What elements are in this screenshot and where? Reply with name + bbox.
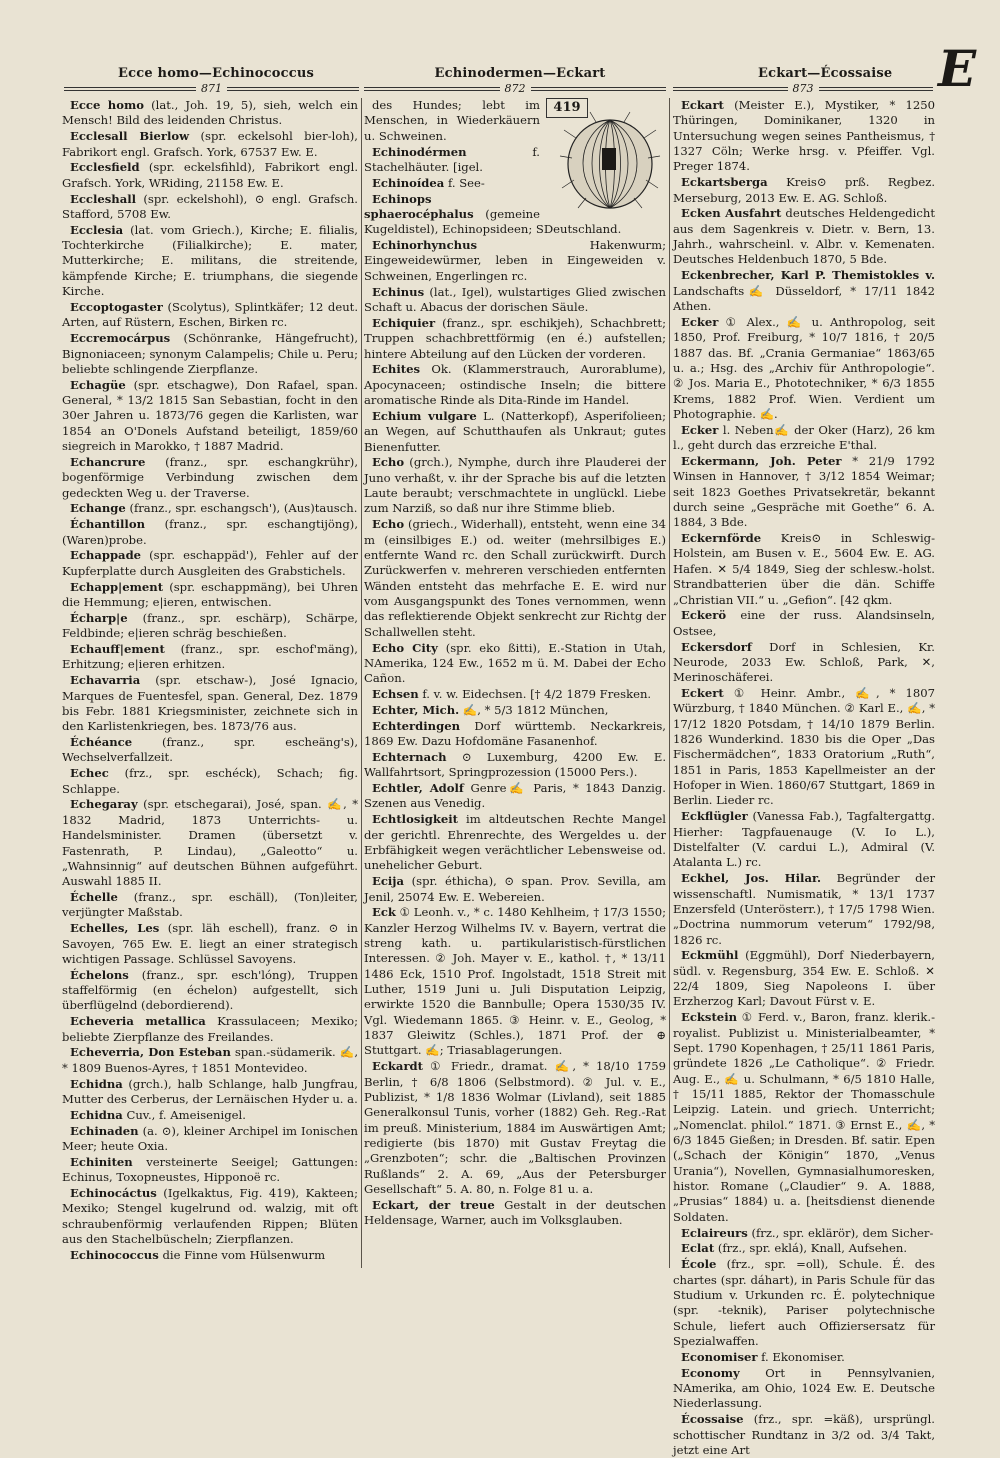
entry-headword: Eckersdorf bbox=[681, 639, 752, 654]
entry-text: (frz., spr. eklärör), dem Sicher- bbox=[751, 1225, 934, 1240]
entry-headword: Eccremocárpus bbox=[70, 331, 171, 346]
entry-text: Begründer der wissenschaftl. Numismatik, * 13/1 1737 Enzersfeld (Unterösterr.), † 17/5 1798 Wien. „Doctrina nummorum veterum“ 1792/98, 1826 rc. bbox=[673, 871, 936, 947]
entry-headword: Ecce homo bbox=[70, 98, 144, 112]
entry-text: Ort in Pennsylvanien, NAmerika, am Ohio, 1024 Ew. E. Deutsche Niederlassung. bbox=[673, 1365, 936, 1411]
entry-text: (franz., spr. eschangsch'), (Aus)tausch. bbox=[129, 501, 358, 516]
entry-text: (griech., Widerhall), entsteht, wenn eine 34 m (einsilbiges E.) od. weiter (mehrsilbiges E.) entfernte Wand rc. den Schall zurückwirft. Durch Zurückwerfen v. mehreren verschieden entfernten Wänden entsteht das mehrfache E. E. wird nur vom Ausgangspunkt des Tones vernommen, wenn das reflektierende Objekt senkrecht zur Richtg der Schallwellen steht. bbox=[364, 517, 667, 639]
entry-headword: Eccoptogaster bbox=[70, 299, 163, 314]
dictionary-entry bbox=[364, 812, 666, 873]
dictionary-entry bbox=[62, 890, 358, 921]
entry-text: (spr. etschagwe), Don Rafael, span. General, * 13/2 1815 San Sebastian, focht in den 30er Jahren u. 1873/76 gegen die Karlisten, war 1854 an O'Donels Aufstand beteiligt, 1859/60 siegreich in Marokko, † 1887 Madrid. bbox=[62, 377, 359, 454]
dictionary-entry bbox=[673, 175, 935, 206]
dictionary-entry bbox=[673, 454, 935, 531]
entry-headword: Échéance bbox=[70, 735, 133, 750]
entry-headword: Écossaise bbox=[681, 1412, 744, 1427]
entry-text: (spr. eckelsohl bier-loh), Fabrikort engl. Grafsch. York, 67537 Ew. E. bbox=[62, 129, 358, 159]
entry-text: Cuv., f. Ameisenigel. bbox=[126, 1107, 246, 1122]
entry-text: ① Ferd. v., Baron, franz. klerik.-royalist. Publizist u. Ministerialbeamter, * Sept. 1790 Kopenhagen, † 25/11 1861 Paris, gründete 1826 „Le Catholique“. ② Friedr. Aug. E., ✍ u. Schulmann, * 6/5 1810 Halle, † 15/11 1885, Rektor der Thomasschule Leipzig. Latein. und griech. Unterricht; „Nomenclat. philol.“ 1871. ③ Ernst E., ✍, * 6/3 1845 Gießen; in Dresden. Bf. satir. Epen („Schach der Königin“ 1870, „Venus Urania“), Novellen, Gymnasialhumoresken, histor. Romane („Claudier“ 9. A. 1888, „Prusias“ 1884) u. a. [heitsdienst dienende Soldaten. bbox=[673, 1010, 935, 1224]
entry-text: (spr. etschegarai), José, span. ✍, * 1832 Madrid, 1873 Unterrichts- u. Handelsminister. Dramen (übersetzt v. Fastenrath, P. Lindau), „Galeotto“ u. „Wahnsinnig“ auf deutschen Bühnen aufgeführt. Auswahl 1885 II. bbox=[62, 797, 359, 889]
entry-headword: Echauff|ement bbox=[70, 642, 165, 657]
entry-headword: Ecclesfield bbox=[70, 160, 140, 175]
dictionary-entry bbox=[62, 300, 358, 331]
entry-headword: Eclat bbox=[681, 1241, 715, 1256]
entry-headword: Eckermann, Joh. Peter bbox=[681, 453, 842, 468]
entry-headword: Échelons bbox=[70, 967, 129, 982]
figure-echinocactus bbox=[546, 98, 666, 216]
entry-text: Dorf in Schlesien, Kr. Neurode, 2033 Ew. Schloß, Park, ✕, Merinoschäferei. bbox=[673, 639, 935, 685]
entry-text: im altdeutschen Rechte Mangel der gerichtl. Ehrenrechte, des Wergeldes u. der Erbfähigkeit wegen verächtlicher Lebensweise od. unehelicher Geburt. bbox=[364, 812, 667, 873]
entry-headword: Echappade bbox=[70, 548, 142, 563]
entry-text: (Scolytus), Splintkäfer; 12 deut. Arten, auf Rüstern, Eschen, Birken rc. bbox=[62, 299, 359, 330]
entry-headword: Eckhel, Jos. Hilar. bbox=[681, 871, 822, 886]
entry-headword: Ecija bbox=[372, 874, 405, 889]
entry-text: (frz., spr. eklá), Knall, Aufsehen. bbox=[717, 1241, 908, 1256]
dictionary-entry bbox=[62, 98, 358, 129]
entry-headword: Echtlosigkeit bbox=[372, 812, 459, 827]
entry-text: Kreis⊙ prß. Regbez. Merseburg, 2013 Ew. E. AG. Schloß. bbox=[673, 175, 936, 205]
entry-headword: Ecker bbox=[681, 422, 719, 437]
dictionary-entry bbox=[673, 686, 935, 809]
dictionary-entry bbox=[62, 1124, 358, 1155]
dictionary-entry bbox=[62, 331, 358, 377]
entry-headword: Eckart bbox=[681, 98, 724, 112]
entry-headword: École bbox=[681, 1257, 717, 1272]
section-letter: E bbox=[938, 39, 977, 98]
entry-text: Hakenwurm; Eingeweidewürmer, leben in Eingeweiden v. Schweinen, Engerlingen rc. bbox=[364, 238, 666, 283]
dictionary-entry bbox=[62, 548, 358, 579]
entry-headword: Echelles, Les bbox=[70, 921, 160, 936]
entry-headword: Echinorhynchus bbox=[372, 238, 478, 253]
entry-text: (gemeine Kugeldistel), Echinopsideen; SDeutschland. bbox=[364, 206, 622, 237]
entry-headword: Eckerö bbox=[681, 608, 727, 623]
entry-headword: Echinococcus bbox=[70, 1247, 159, 1262]
entry-headword: Echidna bbox=[70, 1076, 123, 1091]
column-rule bbox=[361, 98, 362, 1268]
entry-headword: Echinaden bbox=[70, 1123, 139, 1138]
entry-text: L. (Natterkopf), Asperifolieen; an Wegen, auf Schutthaufen als Unkraut; gutes Bienenfutter. bbox=[364, 408, 667, 454]
entry-headword: Echeveria metallica bbox=[70, 1014, 206, 1029]
dictionary-entry bbox=[62, 517, 358, 548]
entry-headword: Eckstein bbox=[681, 1010, 738, 1025]
dictionary-entry bbox=[673, 315, 935, 422]
dictionary-entry bbox=[62, 223, 358, 300]
dictionary-entry bbox=[364, 362, 666, 408]
entry-text: f. Ekonomiser. bbox=[761, 1349, 845, 1364]
dictionary-entry bbox=[62, 921, 358, 967]
entry-text: Kreis⊙ in Schleswig-Holstein, am Busen v. E., 5604 Ew. E. AG. Hafen. ✕ 5/4 1849, Sieg der schlesw.-holst. Strandbatterien über die dän. Schiffe „Christian VII.“ u. „Gefion“. [42 qkm. bbox=[673, 531, 936, 607]
dictionary-entry bbox=[62, 611, 358, 642]
dictionary-entry bbox=[673, 98, 935, 175]
dictionary-entry bbox=[62, 1077, 358, 1108]
entry-text: (grch.), Nymphe, durch ihre Plauderei der Juno verhaßt, v. ihr der Sprache bis auf die letzten Laute beraubt; verschmachtete in unglückl. Liebe zum Narziß, so daß nur ihre Stimme blieb. bbox=[364, 455, 666, 516]
page-number-text: 873 bbox=[788, 82, 819, 95]
entry-headword: Ecken Ausfahrt bbox=[681, 206, 782, 221]
entry-text: (franz., spr. eschangkrühr), bogenförmige Verbindung zwischen dem gedeckten Weg u. der Traverse. bbox=[62, 454, 359, 500]
dictionary-entry bbox=[673, 423, 935, 454]
entry-text: Ok. (Klammerstrauch, Aurorablume), Apocynaceen; ostindische Inseln; die bittere aromatische Rinde als Dita-Rinde im Handel. bbox=[364, 362, 666, 408]
entry-text: (spr. etschaw-), José Ignacio, Marques de Fuentesfel, span. General, Dez. 1879 bis Febr. 1881 Kriegsminister, zeichnete sich in den Karlistenkriegen, bes. 1873/76 aus. bbox=[62, 673, 359, 734]
entry-text: (Igelkaktus, Fig. 419), Kakteen; Mexiko; Stengel kugelrund od. walzig, mit oft schraubenförmig verlaufenden Rippen; Blüten aus den Stachelbüscheln; Zierpflanzen. bbox=[62, 1186, 358, 1247]
entry-headword: Echtler, Adolf bbox=[372, 781, 464, 796]
entry-text: Landschafts✍ Düsseldorf, * 17/11 1842 Athen. bbox=[673, 283, 935, 313]
entry-headword: Echiquier bbox=[372, 315, 436, 330]
dictionary-entry bbox=[673, 1350, 935, 1365]
entry-text: (spr. eckelsfihld), Fabrikort engl. Grafsch. York, WRiding, 21158 Ew. E. bbox=[62, 160, 358, 190]
running-head-right: Eckart—Écossaise bbox=[758, 66, 893, 81]
entry-headword: Economy bbox=[681, 1365, 740, 1380]
dictionary-entry bbox=[62, 160, 358, 191]
entry-headword: Echec bbox=[70, 766, 109, 781]
entry-headword: Ecker bbox=[681, 314, 719, 329]
dictionary-entry bbox=[62, 968, 358, 1014]
entry-text: (Vanessa Fab.), Tagfaltergattg. Hierher: Tagpfauenauge (V. Io L.), Distelfalter (V. cardui L.), Admiral (V. Atalanta L.) rc. bbox=[673, 809, 936, 870]
entry-text: (franz., spr. eschikjeh), Schachbrett; Truppen schachbrettförmig (en é.) aufstellen; hintere Abteilung auf den Lücken der vorderen. bbox=[364, 315, 666, 361]
entry-headword: Eckartsberga bbox=[681, 175, 768, 190]
entry-headword: Echavarria bbox=[70, 673, 141, 688]
dictionary-entry bbox=[673, 1412, 935, 1458]
entry-text: (franz., spr. eschäll), (Ton)leiter, verjüngter Maßstab. bbox=[62, 890, 358, 920]
entry-text: deutsches Heldengedicht aus dem Sagenkreis v. Dietr. v. Bern, 13. Jahrh., wahrscheinl. v. Albr. v. Kemenaten. Deutsches Heldenbuch 1870, 5 Bde. bbox=[673, 206, 935, 267]
running-head-left: Ecce homo—Echinococcus bbox=[118, 66, 315, 81]
entry-text: l. Neben✍ der Oker (Harz), 26 km l., geht durch das erzreiche E'thal. bbox=[673, 422, 935, 453]
entry-headword: Echo City bbox=[372, 640, 438, 655]
page-number-text: 872 bbox=[500, 82, 531, 95]
column-middle bbox=[364, 98, 666, 1273]
dictionary-entry bbox=[673, 871, 935, 948]
entry-headword: Eccleshall bbox=[70, 191, 137, 206]
dictionary-entry bbox=[364, 641, 666, 687]
entry-text: eine der russ. Alandsinseln, Ostsee, bbox=[673, 608, 935, 638]
dictionary-entry bbox=[62, 501, 358, 516]
dictionary-entry bbox=[62, 378, 358, 455]
entry-text: (a. ⊙), kleiner Archipel im Ionischen Meer; heute Oxia. bbox=[62, 1123, 359, 1154]
entry-text: f. See- bbox=[447, 175, 485, 190]
entry-text: Dorf württemb. Neckarkreis, 1869 Ew. Dazu Hofdomäne Fasanenhof. bbox=[364, 718, 666, 749]
entry-text: * 21/9 1792 Winsen in Hannover, † 3/12 1854 Weimar; seit 1823 Goethes Privatsekretär, bekannt durch seine „Gespräche mit Goethe“ 6. A. 1884, 3 Bde. bbox=[673, 453, 936, 530]
entry-text: (franz., spr. esch'lóng), Truppen staffelförmig (en échelon) aufgestellt, sich überflügelnd (debordierend). bbox=[62, 967, 358, 1013]
entry-headword: Echange bbox=[70, 501, 126, 516]
entry-text: (spr. eckelshohl), ⊙ engl. Grafsch. Stafford, 5708 Ew. bbox=[62, 191, 358, 221]
dictionary-entry bbox=[364, 409, 666, 455]
entry-text: (frz., spr. =oll), Schule. É. des chartes (spr. dáhart), in Paris Schule für das Studium v. Urkunden rc. É. polytechnique (spr. -teknik), Pariser polytechnische Schule, liefert auch Offiziersersatz für Spezialwaffen. bbox=[673, 1257, 935, 1348]
entry-text: (franz., spr. eschof'mäng), Erhitzung; e|ieren erhitzen. bbox=[62, 642, 358, 672]
dictionary-entry bbox=[62, 797, 358, 889]
page-number-text: 871 bbox=[196, 82, 227, 95]
entry-text: (spr. eschappmäng), bei Uhren die Hemmung; e|ieren, entwischen. bbox=[62, 579, 359, 609]
entry-headword: Echium vulgare bbox=[372, 408, 477, 423]
entry-text: (frz., spr. eschéck), Schach; fig. Schlappe. bbox=[62, 766, 359, 796]
entry-text: (spr. eko ßitti), E.-Station in Utah, NAmerika, 124 Ew., 1652 m ü. M. Dabei der Echo Cañon. bbox=[364, 640, 667, 686]
entry-headword: Echterdingen bbox=[372, 718, 461, 733]
entry-headword: Echidna bbox=[70, 1107, 123, 1122]
dictionary-entry bbox=[62, 1186, 358, 1247]
dictionary-entry bbox=[673, 206, 935, 267]
entry-text: (frz., spr. =käß), ursprüngl. schottischer Rundtanz in 3/2 od. 3/4 Takt, jetzt eine Art bbox=[673, 1412, 935, 1457]
entry-headword: Eckernförde bbox=[681, 531, 762, 546]
entry-text: (lat., Igel), wulstartiges Glied zwischen Schaft u. Abacus der dorischen Säule. bbox=[364, 284, 666, 314]
dictionary-entry bbox=[673, 1257, 935, 1349]
entry-text: f. v. w. Eidechsen. [† 4/2 1879 Fresken. bbox=[422, 687, 652, 702]
entry-headword: Echter, Mich. bbox=[372, 702, 460, 717]
dictionary-entry bbox=[364, 703, 666, 718]
dictionary-entry bbox=[62, 129, 358, 160]
dictionary-entry bbox=[364, 687, 666, 702]
entry-headword: Echinocáctus bbox=[70, 1186, 157, 1201]
dictionary-entry bbox=[364, 238, 666, 284]
dictionary-entry bbox=[673, 268, 935, 314]
entry-headword: Echinoídea bbox=[372, 175, 445, 190]
entry-headword: Echagüe bbox=[70, 377, 126, 392]
dictionary-entry bbox=[364, 750, 666, 781]
entry-text: (Meister E.), Mystiker, * 1250 Thüringen, Dominikaner, 1320 in Untersuchung wegen seines Pantheismus, † 1327 Cöln; Werke hrsg. v. Pfeiffer. Vgl. Preger 1874. bbox=[673, 98, 936, 174]
dictionary-entry bbox=[673, 809, 935, 870]
page-number-871 bbox=[64, 82, 359, 95]
entry-text: (franz., spr. eschangtijöng), (Waren)probe. bbox=[62, 517, 358, 547]
dictionary-entry bbox=[62, 192, 358, 223]
entry-text: ① Heinr. Ambr., ✍, * 1807 Würzburg, † 1840 München. ② Karl E., ✍, * 17/12 1820 Potsdam, † 14/10 1879 Berlin. 1826 Wunderkind. 1830 bis die Oper „Das Fischermädchen“, 1833 Oratorium „Ruth“, 1851 in Paris, 1853 Kapellmeister an der Hofoper in Wien. 1860/67 Stuttgart, 1869 in Berlin. Lieder rc. bbox=[673, 686, 935, 808]
entry-text: Gestalt in der deutschen Heldensage, Warner, auch im Volksglauben. bbox=[364, 1197, 667, 1228]
entry-headword: Ecclesall Bierlow bbox=[70, 129, 190, 144]
entry-headword: Eckart, der treue bbox=[372, 1197, 495, 1212]
entry-text: Krassulaceen; Mexiko; beliebte Zierpflanze des Freilandes. bbox=[62, 1014, 358, 1044]
entry-headword: Echinus bbox=[372, 284, 425, 299]
entry-headword: Echternach bbox=[372, 749, 447, 764]
entry-text: (spr. eschappäd'), Fehler auf der Kupferplatte durch Ausgleiten des Grabstichels. bbox=[62, 548, 358, 578]
entry-headword: Eck bbox=[372, 905, 396, 920]
entry-headword: Economiser bbox=[681, 1349, 758, 1364]
dictionary-entry bbox=[62, 1248, 358, 1263]
entry-text: (Schönranke, Hängefrucht), Bignoniaceen; synonym Calampelis; Chile u. Peru; beliebte schlingende Zierpflanze. bbox=[62, 331, 359, 376]
entry-text: (Eggmühl), Dorf Niederbayern, südl. v. Regensburg, 354 Ew. E. Schloß. ✕ 22/4 1809, Sieg Napoleons I. über Erzherzog Karl; Davout Fürst v. E. bbox=[673, 948, 935, 1009]
entry-headword: Echinodérmen bbox=[372, 144, 467, 159]
dictionary-entry bbox=[673, 1366, 935, 1412]
dictionary-entry bbox=[673, 948, 935, 1009]
page-number-873 bbox=[673, 82, 933, 95]
column-left bbox=[62, 98, 358, 1273]
entry-headword: Echo bbox=[372, 455, 405, 470]
dictionary-entry bbox=[62, 1014, 358, 1045]
dictionary-entry bbox=[62, 673, 358, 734]
entry-text: des Hundes; lebt im Menschen, in Wiederkäuern u. Schweinen. bbox=[364, 98, 540, 143]
dictionary-entry bbox=[62, 766, 358, 797]
entry-text: ① Friedr., dramat. ✍, * 18/10 1759 Berlin, † 6/8 1806 (Selbstmord). ② Jul. v. E., Publizist, * 1/8 1836 Wolmar (Livland), seit 1885 Generalkonsul Tunis, vorher (1882) Geh. Reg.-Rat im preuß. Ministerium, 1884 im Auswärtigen Amt; redigierte (bis 1870) mit Gustav Freytag die „Grenzboten“; schr. die „Baltischen Provinzen Rußlands“ 2. A. 69, „Aus der Petersburger Gesellschaft“ 5. A. 80, n. Folge 81 u. a. bbox=[364, 1059, 666, 1197]
entry-headword: Ecclesia bbox=[70, 222, 124, 237]
dictionary-entry bbox=[364, 285, 666, 316]
entry-text: ① Leonh. v., * c. 1480 Kehlheim, † 17/3 1550; Kanzler Herzog Wilhelms IV. v. Bayern, vertrat die streng kath. u. partikularistisch-fürstlichen Interessen. ② Joh. Mayer v. E., kathol. †, * 13/11 1486 Eck, 1510 Prof. Ingolstadt, 1518 Streit mit Luther, 1519 Juni u. Juli Disputation Leipzig, erwirkte 1520 die Bannbulle; Opera 1530/35 IV. Vgl. Wiedemann 1865. ③ Heinr. v. E., Geolog, * 1837 Gleiwitz (Schles.), 1871 Prof. der ⊕ Stuttgart. ✍; Triasablagerungen. bbox=[364, 905, 667, 1058]
entry-headword: Echinops sphaerocéphalus bbox=[364, 191, 474, 221]
entry-headword: Eckenbrecher, Karl P. Themistokles v. bbox=[681, 268, 935, 283]
dictionary-entry bbox=[62, 642, 358, 673]
entry-headword: Echiniten bbox=[70, 1154, 133, 1169]
dictionary-entry bbox=[364, 719, 666, 750]
dictionary-entry bbox=[62, 1045, 358, 1076]
entry-headword: Echeverria, Don Esteban bbox=[70, 1045, 231, 1060]
cactus-illustration-icon bbox=[556, 108, 664, 214]
entry-text: ⊙ Luxemburg, 4200 Ew. E. Wallfahrtsort, Springprozession (15000 Pers.). bbox=[364, 749, 666, 780]
dictionary-entry bbox=[364, 1059, 666, 1197]
entry-headword: Eckflügler bbox=[681, 809, 748, 824]
column-rule bbox=[669, 98, 670, 1268]
entry-text: (franz., spr. eschärp), Schärpe, Feldbinde; e|ieren schräg beschießen. bbox=[62, 610, 358, 641]
entry-text: (spr. läh eschell), franz. ⊙ in Savoyen, 765 Ew. E. liegt an einer strategisch wichtigen Passage. Schlüssel Savoyens. bbox=[62, 921, 358, 966]
dictionary-entry bbox=[364, 316, 666, 362]
dictionary-entry bbox=[364, 905, 666, 1058]
entry-headword: Eclaireurs bbox=[681, 1225, 748, 1240]
dictionary-entry bbox=[62, 1108, 358, 1123]
dictionary-entry bbox=[673, 531, 935, 608]
entry-text: span.-südamerik. ✍, * 1809 Buenos-Ayres, † 1851 Montevideo. bbox=[62, 1045, 359, 1075]
running-head-center: Echinodermen—Eckart bbox=[434, 66, 606, 81]
entry-headword: Echegaray bbox=[70, 797, 138, 812]
dictionary-entry bbox=[364, 1198, 666, 1229]
entry-headword: Eckert bbox=[681, 686, 724, 701]
dictionary-entry bbox=[673, 1010, 935, 1225]
entry-headword: Eckmühl bbox=[681, 948, 739, 963]
entry-headword: Echancrure bbox=[70, 454, 146, 469]
page-number-872 bbox=[364, 82, 666, 95]
dictionary-entry bbox=[673, 1226, 935, 1241]
dictionary-entry bbox=[673, 608, 935, 639]
dictionary-entry bbox=[364, 874, 666, 905]
entry-text: (spr. éthicha), ⊙ span. Prov. Sevilla, am Jenil, 25074 Ew. E. Webereien. bbox=[364, 874, 666, 904]
entry-headword: Écharp|e bbox=[70, 610, 128, 625]
dictionary-entry bbox=[364, 455, 666, 516]
entry-text: ✍, * 5/3 1812 München, bbox=[462, 702, 609, 717]
dictionary-entry bbox=[673, 1241, 935, 1256]
entry-headword: Echo bbox=[372, 517, 405, 532]
entry-text: versteinerte Seeigel; Gattungen: Echinus, Toxopneustes, Hipponoë rc. bbox=[62, 1154, 358, 1185]
entry-text: (franz., spr. escheäng's), Wechselverfallzeit. bbox=[62, 735, 359, 765]
entry-text: ① Alex., ✍ u. Anthropolog, seit 1850, Prof. Freiburg, * 10/7 1816, † 20/5 1887 das. Bf. „Crania Germaniae“ 1863/65 u. a.; Hsg. des „Archiv für Anthropologie“. ② Jos. Maria E., Phototechniker, * 6/3 1855 Krems, 1882 Prof. Wien. Verdient um Photographie. ✍. bbox=[673, 314, 935, 421]
entry-text: f. Stachelhäuter. [igel. bbox=[364, 144, 540, 174]
entry-text: (grch.), halb Schlange, halb Jungfrau, Mutter des Cerberus, der Lernäischen Hyder u. a. bbox=[62, 1076, 358, 1106]
column-right bbox=[673, 98, 936, 1457]
entry-headword: Échantillon bbox=[70, 517, 145, 532]
dictionary-entry bbox=[673, 640, 935, 686]
entry-text: Genre✍ Paris, * 1843 Danzig. Szenen aus Venedig. bbox=[364, 781, 666, 811]
dictionary-entry bbox=[364, 517, 666, 640]
dictionary-entry bbox=[62, 1155, 358, 1186]
entry-headword: Echapp|ement bbox=[70, 579, 164, 594]
entry-headword: Échelle bbox=[70, 890, 118, 905]
entry-text: (lat. vom Griech.), Kirche; E. filialis, Tochterkirche (Filialkirche); E. mater, Mutterkirche; E. militans, die streitende, kämpfende Kirche; E. triumphans, die siegende Kirche. bbox=[62, 222, 358, 299]
entry-text: (lat., Joh. 19, 5), sieh, welch ein Mensch! Bild des leidenden Christus. bbox=[62, 98, 359, 128]
dictionary-entry bbox=[62, 580, 358, 611]
figure-number: 419 bbox=[546, 98, 588, 118]
dictionary-entry bbox=[364, 781, 666, 812]
dictionary-entry bbox=[62, 455, 358, 501]
entry-headword: Echites bbox=[372, 362, 420, 377]
entry-text: die Finne vom Hülsenwurm bbox=[162, 1247, 326, 1262]
entry-headword: Eckardt bbox=[372, 1059, 424, 1074]
dictionary-entry bbox=[62, 735, 358, 766]
entry-headword: Echsen bbox=[372, 687, 419, 702]
